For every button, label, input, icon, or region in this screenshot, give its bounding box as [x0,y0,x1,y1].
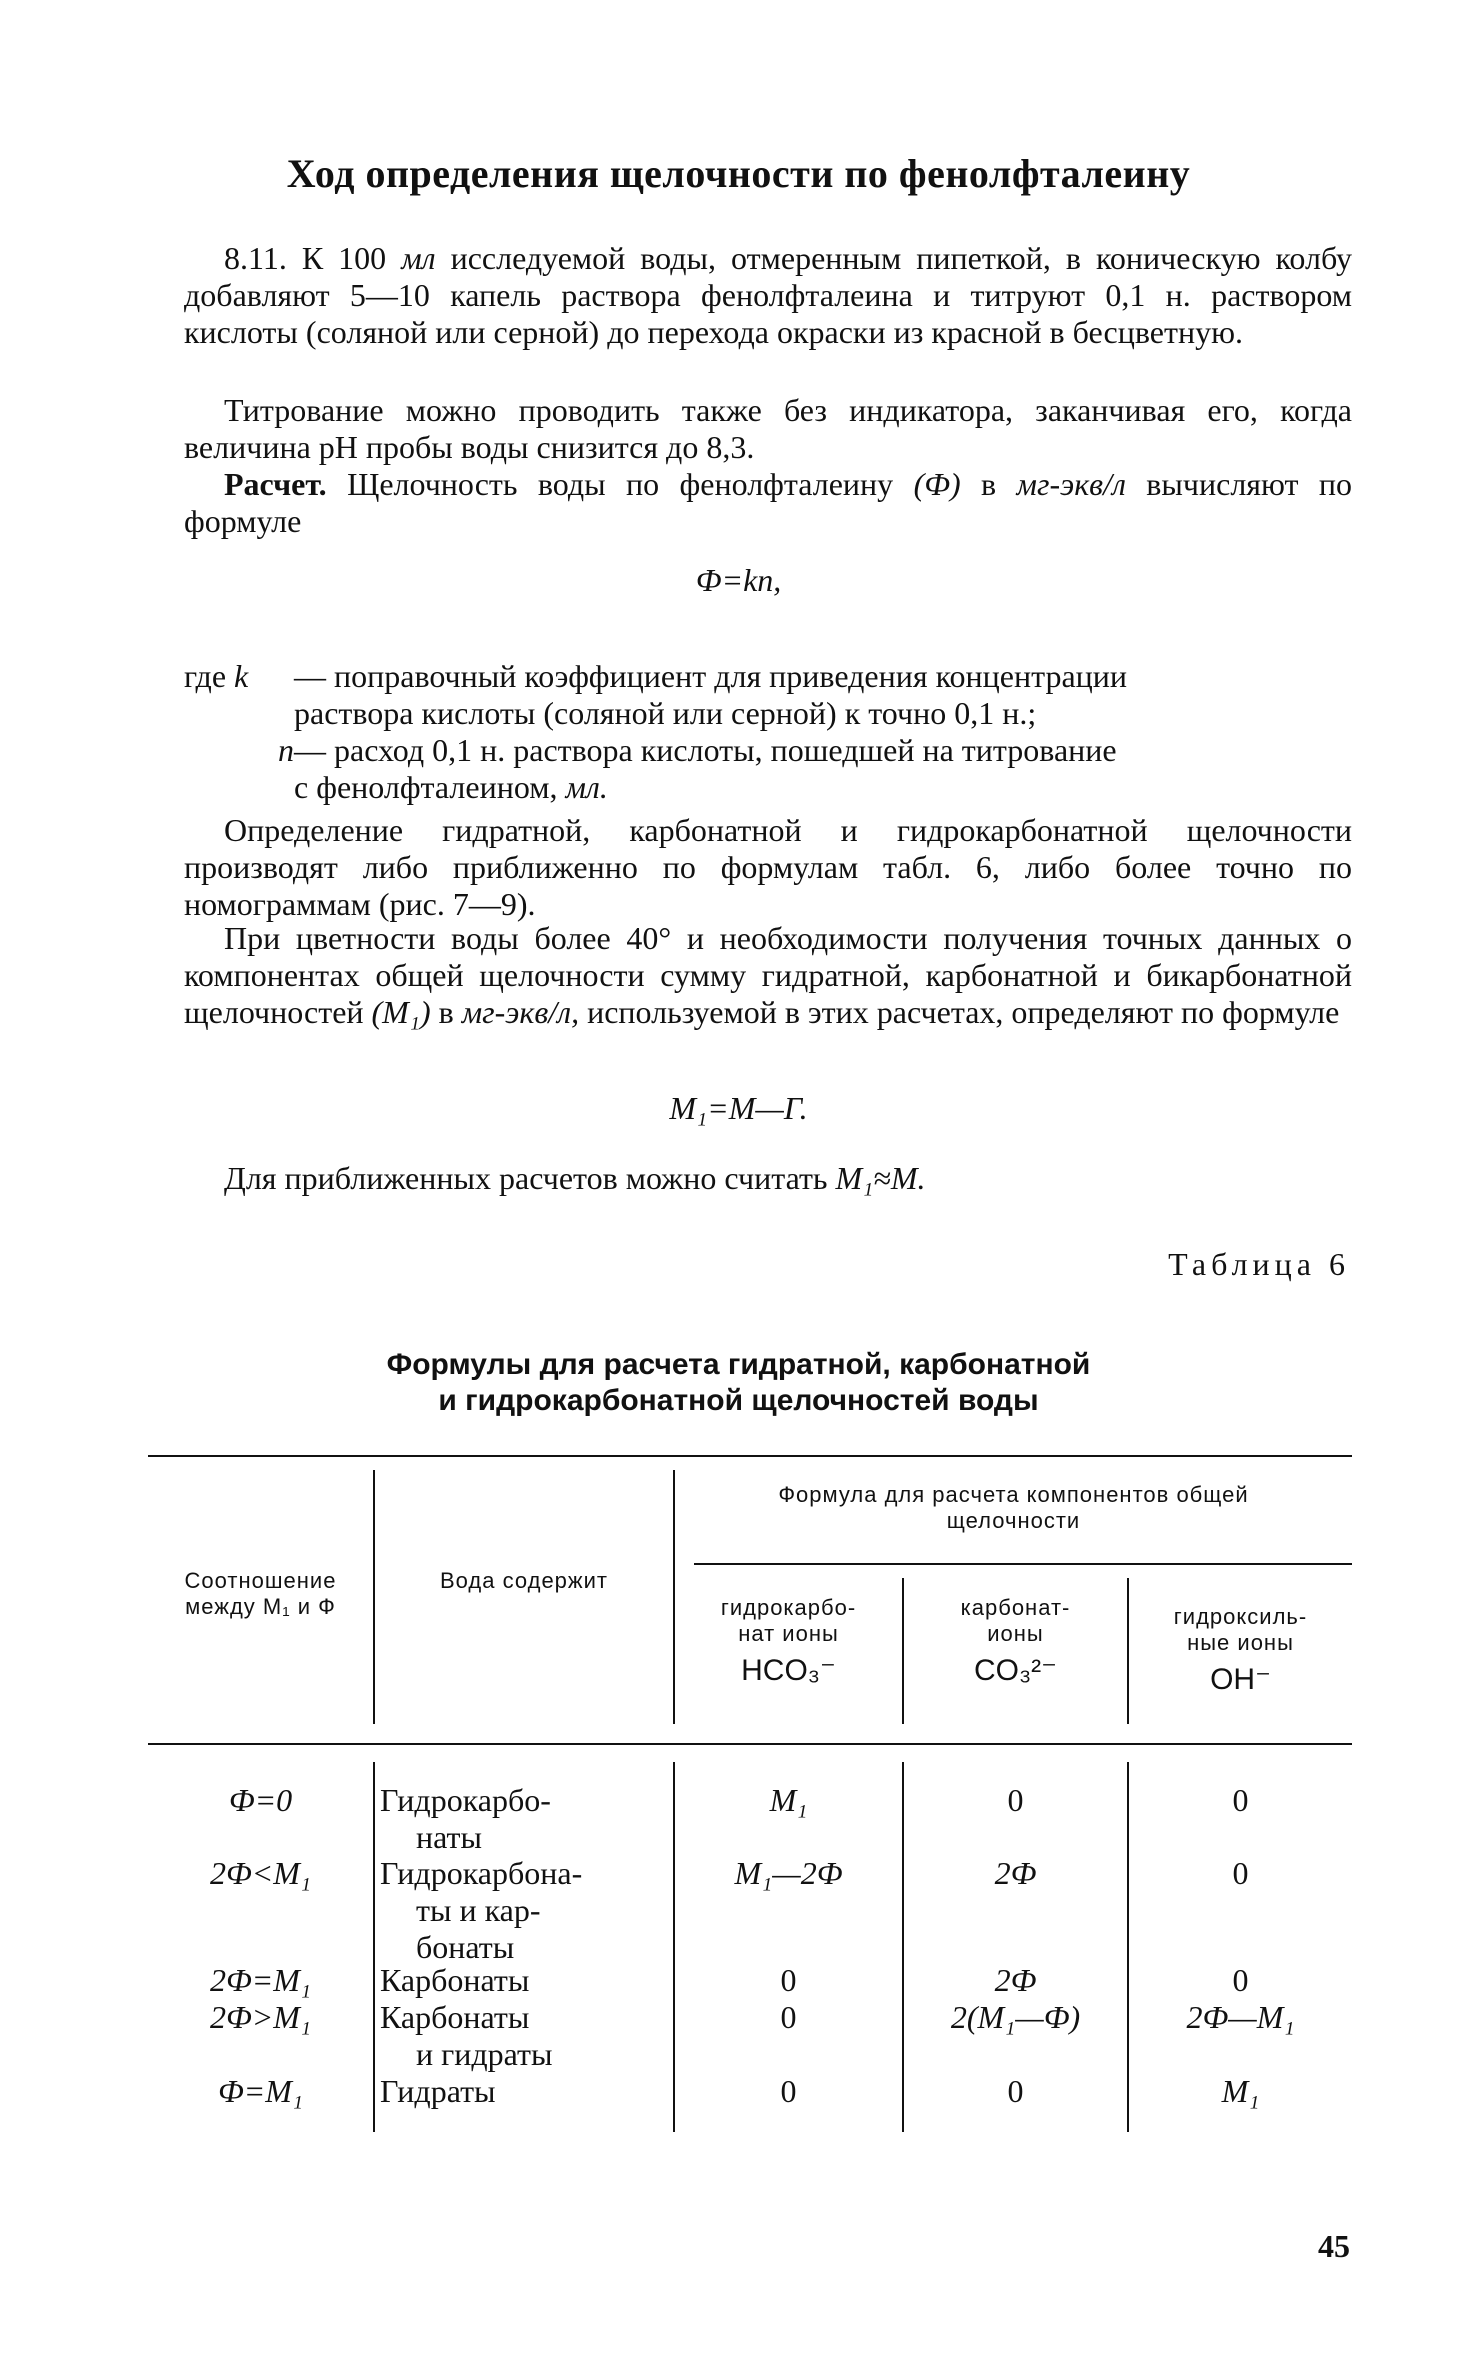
table-header-rule [148,1743,1352,1745]
text: Гидраты [380,2073,496,2109]
cell-contains [380,1782,670,1856]
text: в [960,466,1017,502]
cell-carbonate: 0 [1007,1782,1024,1818]
text: бонаты [416,1929,515,1965]
header-text: Формула для расчета компонентов общей [778,1482,1249,1507]
table-label: Таблица 6 [1168,1246,1350,1282]
text: исследуемой воды, отмеренным пипеткой, в коническую колбу добавляют 5—10 капель раствора фенолфталеина и титруют 0,1 н. раствором кислоты (соляной или серной) до перехода окраски из красной в бесцветную. [184,240,1353,350]
cell-carbonate: 0 [1007,2073,1024,2109]
header-text: между М₁ и Ф [185,1594,336,1619]
paragraph-calculation [184,466,1352,540]
text: вычисляют по формуле [184,466,1353,539]
paragraph-color [184,920,1352,1031]
ion-formula: OH⁻ [1210,1663,1271,1696]
where-n-continued [184,769,1352,806]
table-title [0,1347,1477,1419]
symbol: (М₁) [371,994,431,1030]
cell-contains [380,2073,670,2110]
table-subheader-rule [694,1563,1352,1565]
header-text: Вода содержит [440,1568,608,1593]
ion-formula: CO₃²⁻ [973,1654,1058,1687]
paragraph-8-11 [184,240,1352,351]
cell-contains [380,1855,670,1966]
header-bicarbonate [675,1595,902,1689]
text: в [430,994,462,1030]
text: используемой в этих расчетах, определяют по формуле [579,994,1340,1030]
cell-ratio: 2Ф>М₁ [209,1999,312,2035]
cell-hydroxyl: 0 [1232,1855,1249,1891]
header-text: карбонат- [960,1595,1071,1620]
cell-ratio: 2Ф<М₁ [209,1855,312,1891]
header-text: гидрокарбо- [720,1595,857,1620]
unit: мл. [565,769,608,805]
text: К 100 [286,240,402,276]
text: Для приближенных расчетов можно считать [224,1160,836,1196]
cell-contains [380,1962,670,1999]
paragraph-titration: Титрование можно проводить также без индикатора, заканчивая его, когда величина рН пробы воды снизится до 8,3. [184,392,1352,465]
cell-carbonate: 2Ф [994,1962,1037,1998]
cell-bicarbonate: М₁ [769,1782,808,1818]
cell-carbonate: 2(М₁—Ф) [950,1999,1081,2035]
text: и гидраты [416,2036,553,2072]
table-title-line: Формулы для расчета гидратной, карбонатной [386,1348,1091,1381]
section-number: 8.11. [224,240,287,276]
header-text: гидроксиль- [1173,1604,1308,1629]
cell-ratio: 2Ф=М₁ [209,1962,312,1998]
where-lead [184,732,294,769]
ion-formula: HCO₃⁻ [741,1654,836,1687]
unit: мг-экв/л, [461,994,580,1030]
text: — расход 0,1 н. раствора кислоты, пошедшей на титрование [294,732,1117,768]
cell-bicarbonate: 0 [780,2073,797,2109]
cell-bicarbonate: М₁—2Ф [734,1855,843,1891]
header-text: нат ионы [738,1621,839,1646]
where-block [184,658,1352,806]
cell-bicarbonate: 0 [780,1962,797,1998]
cell-ratio: Ф=0 [228,1782,293,1818]
paragraph-determination: Определение гидратной, карбонатной и гидрокарбонатной щелочности производят либо приближенно по формулам табл. 6, либо более точно по номограммам (рис. 7—9). [184,812,1352,922]
where-n [184,732,1352,769]
cell-hydroxyl: 2Ф—М₁ [1186,1999,1295,2035]
symbol: (Ф) [913,466,961,502]
variable: k [234,658,249,694]
formula-total-alkalinity: М₁=М—Г. [669,1090,808,1126]
header-formula [675,1482,1352,1534]
where-k [184,658,1352,695]
page-number: 45 [1318,2228,1350,2264]
cell-hydroxyl: 0 [1232,1962,1249,1998]
text: Карбонаты [380,1999,530,2035]
paragraph-approx [184,1160,1352,1197]
text: с фенолфталеином, [294,769,566,805]
text: — поправочный коэффициент для приведения концентрации [294,658,1128,694]
calc-label: Расчет. [224,466,327,502]
where-lead [184,658,294,695]
header-text: Соотношение [184,1568,337,1593]
formula-phenolphthalein: Ф=kn, [695,562,782,598]
where-k-continued: раствора кислоты (соляной или серной) к точно 0,1 н.; [294,695,1037,731]
table-title-line: и гидрокарбонатной щелочностей воды [438,1384,1039,1417]
text: Гидрокарбона- [380,1855,583,1891]
header-text: щелочности [946,1508,1081,1533]
expression: М₁≈М. [835,1160,926,1196]
variable: n [278,732,294,768]
text: При цветности воды более 40° и необходимости получения точных данных о компонентах общей щелочности сумму гидратной, карбонатной и бикарбонатной щелочностей [184,920,1352,1030]
cell-contains [380,1999,670,2073]
text: наты [416,1819,482,1855]
header-contains [375,1568,673,1594]
header-carbonate [904,1595,1127,1689]
text: Карбонаты [380,1962,530,1998]
table-col-divider [373,1470,375,1724]
cell-carbonate: 2Ф [994,1855,1037,1891]
header-ratio [148,1568,373,1620]
text: где [184,658,227,694]
header-hydroxyl [1129,1604,1352,1698]
unit: мл [401,240,436,276]
table-top-rule [148,1455,1352,1457]
header-text: ные ионы [1187,1630,1294,1655]
header-text: ионы [987,1621,1044,1646]
cell-ratio: Ф=М₁ [217,2073,304,2109]
text: Щелочность воды по фенолфталеину [326,466,914,502]
cell-hydroxyl: М₁ [1221,2073,1260,2109]
table-col-divider [373,1762,375,2132]
unit: мг-экв/л [1016,466,1126,502]
text: ты и кар- [416,1892,541,1928]
cell-hydroxyl: 0 [1232,1782,1249,1818]
cell-bicarbonate: 0 [780,1999,797,2035]
text: Гидрокарбо- [380,1782,551,1818]
page-title: Ход определения щелочности по фенолфталеину [286,151,1191,196]
